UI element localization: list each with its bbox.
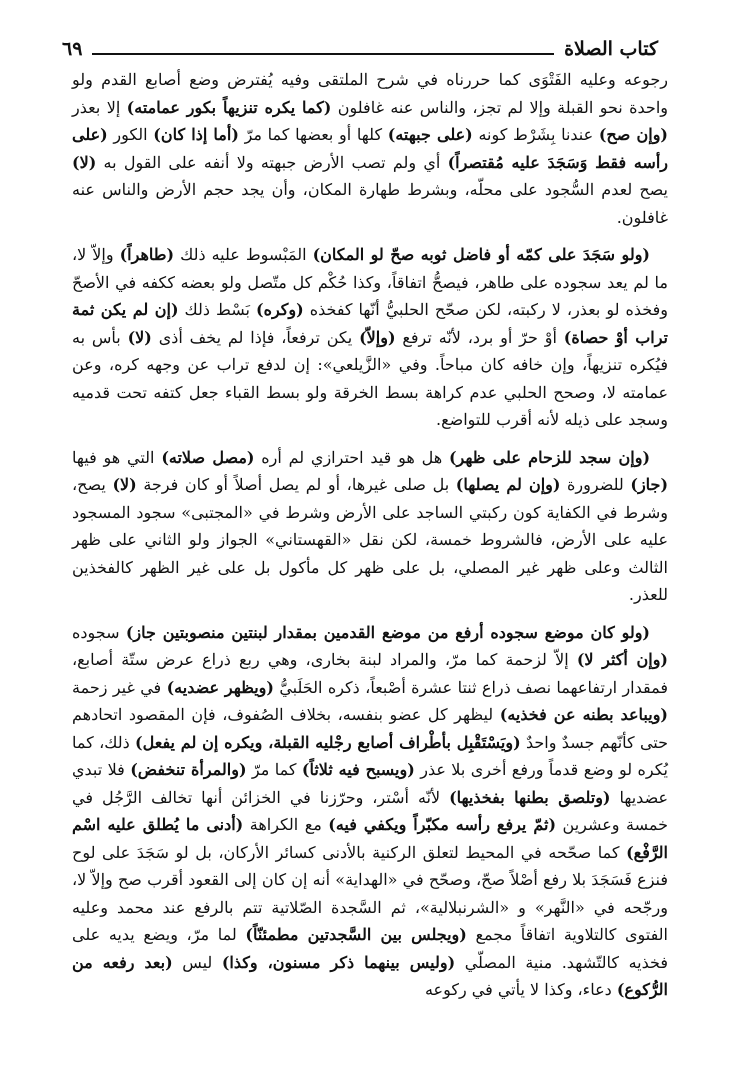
commentary-text: كما صحّحه في المحيط لتعلق الركنية بالأدنى كسائر الأركان، بل لو سَجَدَ على لوح فنزع فَسَجَدَ بلا رفع أصْلاً صحّ، وصحّح في «الهداية» أنه إن كان إلى القعود أقرب صح وإلاّ لا، ورجّحه في «النَّهر» و «الشرنبلالية»، ثم السَّجدة الصّلاتية تتم بالرفع عند محمد وعليه الفتوى كالتلاوية اتفاقاً مجمع bbox=[72, 842, 669, 944]
commentary-text: التي هو فيها bbox=[72, 447, 162, 467]
commentary-text: عندنا بِشَرْط كونه bbox=[472, 125, 599, 144]
commentary-text: إلا بعذر bbox=[72, 97, 127, 117]
commentary-text: مع الكراهة bbox=[243, 815, 329, 834]
matn-text: (ويظهر عضديه) bbox=[166, 677, 274, 697]
commentary-text: يصح، وشرط في الكفاية كون ركبتي الساجد على الأرض وشرط في «المجتبى» سجود المسجود عليه على الأرض، فالشروط خمسة، لكن نقل «القهستاني» الجواز ولو الثاني على ظهر الثالث وعلى ظهر غير المصلي، بل على ظهر كل مأكول بل على غير الظهر كالفخذين للعذر. bbox=[72, 475, 668, 604]
matn-text: (والمرأة تنخفض) bbox=[130, 760, 247, 779]
paragraph bbox=[72, 66, 668, 231]
matn-text: (ويجلس بين السَّجدتين مطمئنّاً) bbox=[245, 925, 467, 944]
paragraph bbox=[72, 444, 668, 609]
commentary-text: كلها أو بعضها كما مرّ bbox=[238, 125, 388, 144]
commentary-text: لأنّه أسْتر، وحرّزنا في الخزائن أنها تخالف الرَّجُل في خمسة وعشرين bbox=[72, 787, 669, 834]
chapter-title: كتاب الصلاة bbox=[564, 38, 658, 60]
matn-text: (طاهراً) bbox=[119, 245, 175, 264]
matn-text: (ويباعد بطنه عن فخذيه) bbox=[499, 705, 669, 724]
matn-text: (وإن لم يصلها) bbox=[455, 475, 561, 494]
matn-text: (وإن صح) bbox=[598, 125, 669, 144]
matn-text: (وتلصق بطنها بفخذيها) bbox=[449, 787, 611, 807]
commentary-text: دعاء، وكذا لا يأتي في ركوعه bbox=[424, 980, 617, 999]
matn-text: (ولو كان موضع سجوده أرفع من موضع القدمين بمقدار لبنتين منصوبتين جاز) bbox=[125, 622, 651, 642]
commentary-text: كما مرّ bbox=[246, 760, 302, 779]
matn-text: (ولو سَجَدَ على كمّه أو فاضل ثوبه صحّ لو المكان) bbox=[312, 245, 650, 264]
commentary-text: إلاّ لزحمة كما مرّ، والمراد لبنة بخارى، وهي ربع ذراع عرض ستّة أصابع، فمقدار ارتفاعهما نصف ذراع ثنتا عشرة أصْبعاً، ذكره الحَلَبيُّ bbox=[72, 650, 669, 697]
commentary-text: أوْ حرّ أو برد، لأنّه ترفع bbox=[395, 327, 564, 347]
commentary-text: يكن ترفعاً، فإذا لم يخف أذى bbox=[151, 327, 360, 347]
matn-text: (مصل صلاته) bbox=[161, 447, 255, 467]
matn-text: (أما إذا كان) bbox=[153, 125, 239, 144]
matn-text: (وكره) bbox=[256, 300, 304, 319]
paragraph bbox=[72, 241, 668, 434]
matn-text: (على جبهته) bbox=[387, 125, 473, 144]
matn-text: (وإن سجد للزحام على ظهر) bbox=[448, 447, 651, 467]
commentary-text: ذلك، كما يُكره لو وضع قدماً ورفع أخرى بلا عذر bbox=[72, 732, 669, 779]
matn-text: (ويَسْتَقْبِل بأطْراف أصابع رجْليه القبلة، ويكره إن لم يفعل) bbox=[135, 732, 521, 752]
matn-text: (بعد رفعه من الرُّكوع) bbox=[72, 952, 668, 999]
matn-text: (وليس بينهما ذكر مسنون، وكذا) bbox=[221, 952, 456, 972]
matn-text: (وإن أكثر لا) bbox=[576, 650, 668, 669]
commentary-text: ليظهر كل عضو بنفسه، بخلاف الصُفوف، فإن المقصود اتحادهم حتى كأنّهم جسدٌ واحدٌ bbox=[72, 705, 669, 752]
commentary-text: لما مرّ، ويضع يديه على فخذيه كالتّشهد. منية المصلّي bbox=[72, 925, 668, 972]
commentary-text: أي ولم تصب الأرض جبهته ولا أنفه على القول به bbox=[96, 152, 448, 172]
commentary-text: يصح لعدم السُّجود على محلّه، وبشرط طهارة المكان، وأن يجد حجم الأرض والناس عنه غافلون. bbox=[72, 180, 668, 227]
page-body bbox=[72, 66, 668, 1004]
matn-text: (كما يكره تنزيهاً بكور عمامته) bbox=[126, 97, 332, 117]
matn-text: (لا) bbox=[127, 327, 152, 347]
commentary-text: وإلاّ لا، ما لم يعد سجوده على طاهر، فيصحُّ اتفاقاً، وكذا حُكْم كل متّصل ولو بعضه ككفه في الأصحّ وفخذه لو بعذر، لا ركبته، لكن صحّح الحلبيُّ أنّها كفخذه bbox=[72, 245, 669, 319]
commentary-text: ليس bbox=[172, 952, 222, 972]
matn-text: (على رأسه فقط وَسَجَدَ عليه مُقتصراً) bbox=[72, 125, 669, 172]
commentary-text: للضرورة bbox=[560, 475, 631, 494]
header-rule bbox=[92, 53, 554, 55]
commentary-text: بَسْط ذلك bbox=[178, 300, 256, 319]
commentary-text: الكور bbox=[107, 125, 154, 144]
commentary-text: المَبْسوط عليه ذلك bbox=[174, 245, 313, 264]
matn-text: (جاز) bbox=[630, 475, 669, 494]
commentary-text: رجوعه وعليه الفَتْوَى كما حررناه في شرح الملتقى وفيه يُفترض وضع أصابع القدم ولو واحدة نحو القبلة وإلا لم تجز، والناس عنه غافلون bbox=[72, 70, 668, 117]
matn-text: (وإلاّ) bbox=[359, 327, 396, 347]
matn-text: (ثمّ يرفع رأسه مكبّراً ويكفي فيه) bbox=[328, 815, 557, 834]
commentary-text: في غير زحمة bbox=[72, 677, 167, 697]
matn-text: (ويسبح فيه ثلاثاً) bbox=[301, 760, 415, 779]
commentary-text: بل صلى غيرها، أو لم يصل أصلاً أو كان فرجة bbox=[136, 475, 456, 494]
matn-text: (لا) bbox=[112, 475, 137, 494]
commentary-text: هل هو قيد احترازي لم أره bbox=[254, 447, 449, 467]
running-header bbox=[62, 36, 658, 62]
page-number: ٦٩ bbox=[62, 38, 83, 60]
paragraph bbox=[72, 619, 668, 1004]
commentary-text: سجوده bbox=[72, 622, 126, 642]
commentary-text: فلا تبدي عضديها bbox=[72, 760, 669, 807]
commentary-text: بأس به فيُكره تنزيهاً، وإن خافه كان مباحاً. وفي «الزَّيلعي»: إن لدفع تراب عن وجهه كره، وعن عمامته لا، وصحح الحلبي عدم كراهة بسط الخرقة ولو بسط القباء جعل كتفه تحت قدميه وسجد على ذيله لأنه أقرب للتواضع. bbox=[72, 327, 668, 429]
matn-text: (إن لم يكن ثمة تراب أوْ حصاة) bbox=[72, 300, 669, 347]
matn-text: (لا) bbox=[72, 152, 97, 172]
matn-text: (أدنى ما يُطلق عليه اسْم الرَّفْع) bbox=[72, 815, 668, 862]
